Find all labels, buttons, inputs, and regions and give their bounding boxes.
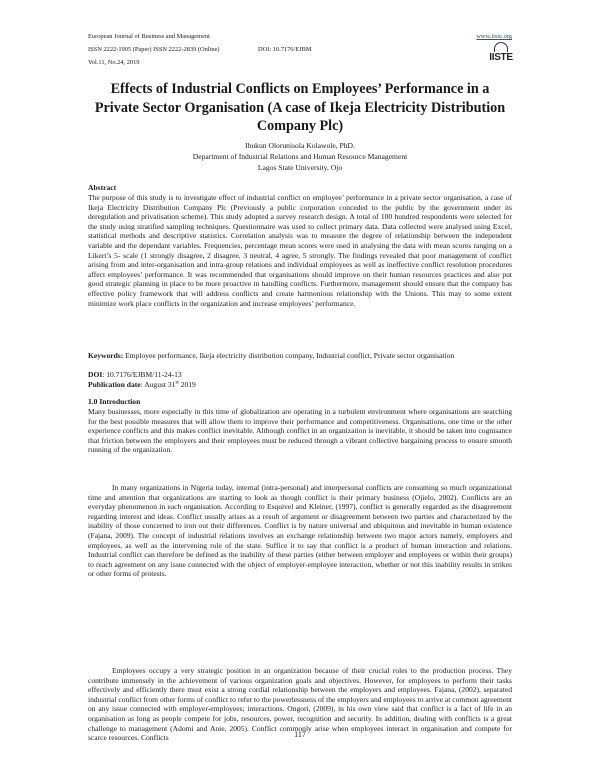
doi-label: DOI (88, 370, 103, 379)
introduction-heading: 1.0 Introduction (88, 397, 141, 406)
logo-text: IISTE (489, 52, 513, 63)
publication-date-value: : August 31 (140, 380, 176, 389)
keywords-label: Keywords: (88, 351, 124, 360)
issn-line: ISSN 2222-1905 (Paper) ISSN 2222-2839 (Online) (88, 46, 220, 53)
publication-date-sup: st (175, 380, 179, 386)
journal-doi: DOI: 10.7176/EJBM (258, 46, 312, 53)
introduction-paragraph-3: Employees occupy a very strategic position in an organization because of their crucial roles to the production process. They contribute immensely in the achievement of various organization goals and objectives. However, for employees to perform their tasks effectively and efficiently there must exist a strong cordial relationship between the employers and employees. Fajana, (2002), separated industrial conflict from other forms of conflict to refer to the powerlessness of the employers and employees to arrive at common agreement on any issue connected with employer-employees; interactions. Ongori, (2009), in his own view said that conflict is a fact of life in an organisation as long as people compete for jobs, resources, power, recognition and security. In addition, dealing with conflicts is a great challenge to management (Adomi and Anie, 2005). Conflict commonly arise when employees interact in organisation and compete for scarce resources. Conflicts (88, 666, 512, 743)
keywords-text: Employee performance, Ikeja electricity distribution company, Industrial conflict, Private sector organisation (123, 351, 455, 360)
author-name: Ibukun Olorunisola Kolawole, PhD. (245, 141, 355, 150)
doi-value: : 10.7176/EJBM/11-24-13 (102, 370, 182, 379)
author-block (88, 140, 512, 173)
abstract-text: The purpose of this study is to investigate effect of industrial conflict on employee’ performance in a private sector organisation, a case of Ikeja Electricity Distribution Company Plc (Previously a public corporation conceded to the public by the government under its deregulation and privatisation scheme). This study adopted a survey research design. A total of 100 hundred respondents were selected for the study using stratified sampling techniques. Questionnaire was used to collect primary data. Data collected were analysed using Excel, statistical methods and descriptive statistics. Correlation analysis was to measure the degree of relationship between the independent variable and the dependant variables. Frequencies, percentage mean scores were used in analysing the data with mean scores ranging on a Likert’s 5- scale (1 strongly disagree, 2 disagree, 3 neutral, 4 agree, 5 strongly. The findings revealed that poor management of conflict arising from and inter-organisation and intra-group relations and individual employees as well as ineffective conflict resolution procedures affect employees’ performance. It was recommended that organisations should improve on their human resources practices and also put good strategic planning in place to be more proactive in handling conflicts. Furthermore, management should ensure that the company has effective policy framework that will address conflicts and create harmonious relationship with the Unions. This may to some extent minimize work place conflicts in the organization and increase employees’ performance. (88, 193, 512, 308)
introduction-paragraph-2: In many organizations in Nigeria today, internal (intra-personal) and interpersonal conflicts are consuming so much organizational time and attention that organizations are starting to look as though conflict is their primary business (Ojielo, 2002). Conflicts are an everyday phenomenon in each organisation. According to Esquivel and Kleiner, (1997), conflict is generally regarded as the disagreement regarding interest and ideas. Conflict usually arises as a result of argument or disagreement between two parties and characterized by the inability of those concerned to iron out their differences. Conflict is by nature universal and ubiquitous and inevitable in human existence (Fajana, 2009). The concept of industrial relations involves an exchange relationship between two major actors namely, employers and employees, as well as the intervening role of the state. Suffice it to say that conflict is a product of human interaction and relations. Industrial conflict can therefore be defined as the inability of these parties (either between employer and employees or within their groups) to reach agreement on any issue connected with the object of employer-employee interaction, whether or not this inability results in strikes or other forms of protests. (88, 483, 512, 579)
abstract-heading: Abstract (88, 183, 117, 192)
keywords-line (88, 351, 512, 361)
publication-date-year: 2019 (178, 380, 196, 389)
page-number: 117 (294, 730, 306, 739)
doi-line (88, 370, 512, 380)
logo-arc-icon (494, 42, 508, 52)
publication-date-label: Publication date (88, 380, 141, 389)
introduction-paragraph-1: Many businesses, more especially in this time of globalization are operating in a turbulent environment where organisations are searching for the best possible measures that will allow them to improve their performance and competitiveness. Organisations, one time or the other experience conflicts and this makes conflict inevitable. Although conflict in an organization is inevitable, it should be taken into cognisance that friction between the employers and their employees must be reduced through a vibrant collective bargaining process to ensure smooth running of the organization. (88, 407, 512, 455)
journal-name: European Journal of Business and Management (88, 33, 210, 40)
author-university: Lagos State University, Ojo (257, 163, 343, 172)
author-department: Department of Industrial Relations and Human Resource Management (192, 152, 408, 161)
volume-line: Vol.11, No.24, 2019 (88, 59, 140, 66)
publication-date-line (88, 380, 512, 390)
journal-url-link[interactable]: www.iiste.org (476, 33, 512, 40)
paper-title: Effects of Industrial Conflicts on Employees’ Performance in a Private Sector Organisation (A case of Ikeja Electricity Distribution Company Plc) (94, 81, 506, 134)
iiste-logo (488, 42, 514, 68)
